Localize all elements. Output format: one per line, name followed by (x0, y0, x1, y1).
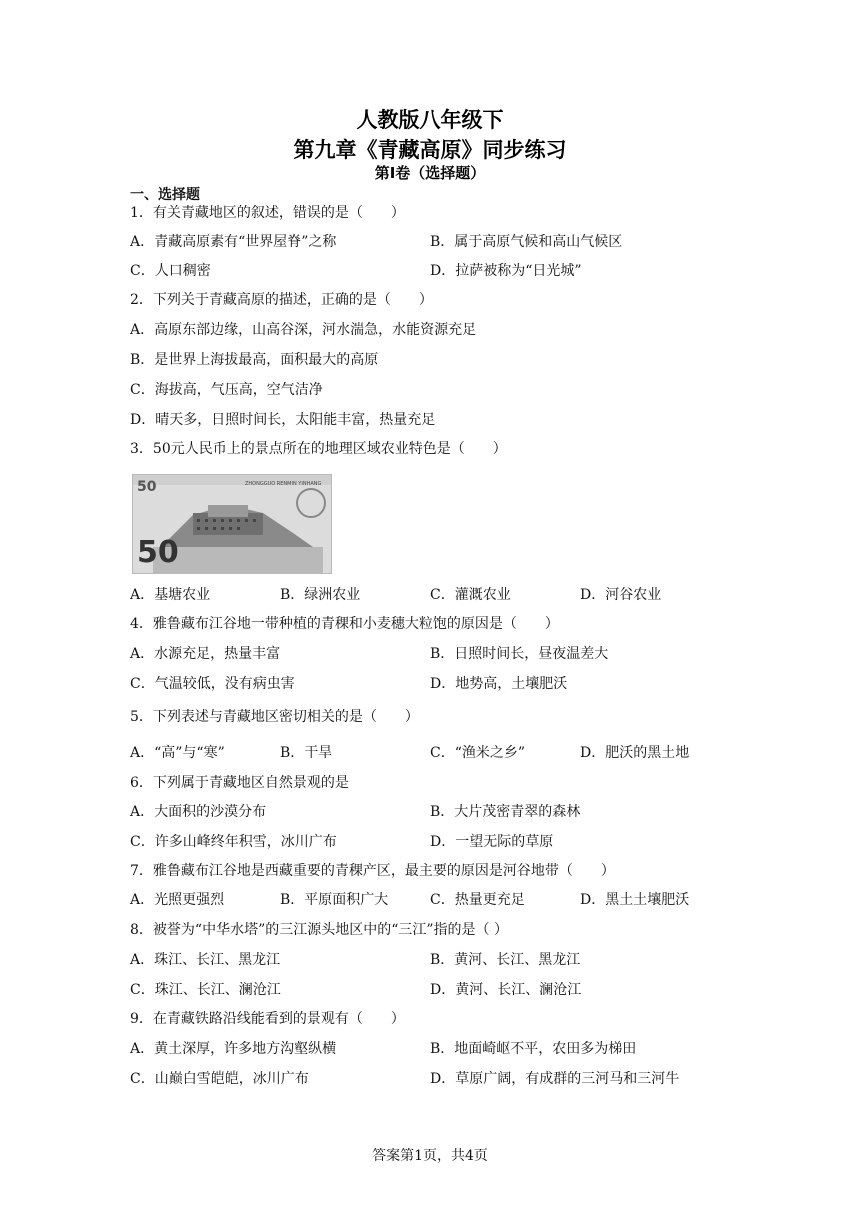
question-7-option-c: C．热量更充足 (430, 892, 525, 908)
banknote-image (132, 474, 332, 574)
question-6-option-a: A．大面积的沙漠分布 (130, 804, 267, 820)
question-8-stem: 8．被誉为“中华水塔”的三江源头地区中的“三江”指的是（ ） (130, 922, 508, 938)
question-4-option-b: B．日照时间长，昼夜温差大 (430, 646, 609, 662)
question-1-option-d: D．拉萨被称为“日光城” (430, 263, 582, 279)
question-1-stem: 1．有关青藏地区的叙述，错误的是（ ） (130, 205, 405, 221)
title-line2: 第九章《青藏高原》同步练习 (293, 138, 567, 162)
banknote-denomination-large: 50 (137, 535, 179, 570)
title-line1: 人教版八年级下 (356, 108, 504, 132)
question-4-option-a: A．水源充足，热量丰富 (130, 646, 281, 662)
question-2-option-c: C．海拔高，气压高，空气洁净 (130, 382, 323, 398)
question-8-option-c: C．珠江、长江、澜沧江 (130, 982, 281, 998)
question-2-option-d: D．晴天多，日照时间长，太阳能丰富，热量充足 (130, 412, 436, 428)
question-2-option-b: B．是世界上海拔最高，面积最大的高原 (130, 352, 379, 368)
question-6-option-c: C．许多山峰终年积雪，冰川广布 (130, 834, 337, 850)
question-5-option-a: A．“高”与“寒” (130, 745, 225, 761)
question-2-stem: 2．下列关于青藏高原的描述，正确的是（ ） (130, 292, 433, 308)
question-1-option-c: C．人口稠密 (130, 263, 211, 279)
question-9-option-b: B．地面崎岖不平，农田多为梯田 (430, 1041, 637, 1057)
question-3-option-a: A．基塘农业 (130, 587, 211, 603)
question-8-option-a: A．珠江、长江、黑龙江 (130, 952, 281, 968)
question-4-stem: 4．雅鲁藏布江谷地一带种植的青稞和小麦穗大粒饱的原因是（ ） (130, 616, 559, 632)
question-5-option-c: C．“渔米之乡” (430, 745, 526, 761)
question-9-option-c: C．山巅白雪皑皑，冰川广布 (130, 1071, 309, 1087)
question-6-option-b: B．大片茂密青翠的森林 (430, 804, 581, 820)
question-7-option-b: B．平原面积广大 (280, 892, 389, 908)
question-2-option-a: A．高原东部边缘，山高谷深，河水湍急，水能资源充足 (130, 322, 477, 338)
question-1-option-a: A．青藏高原素有“世界屋脊”之称 (130, 234, 337, 250)
banknote-caption: ZHONGGUO RENMIN YINHANG (245, 481, 322, 487)
question-4-option-d: D．地势高，土壤肥沃 (430, 676, 568, 692)
question-5-stem: 5．下列表述与青藏地区密切相关的是（ ） (130, 709, 419, 725)
question-3-stem: 3．50元人民币上的景点所在的地理区域农业特色是（ ） (130, 441, 507, 457)
question-5-option-b: B．干旱 (280, 745, 333, 761)
question-9-stem: 9．在青藏铁路沿线能看到的景观有（ ） (130, 1011, 405, 1027)
banknote-denomination-small: 50 (137, 479, 157, 495)
question-8-option-d: D．黄河、长江、澜沧江 (430, 982, 582, 998)
question-3-option-d: D．河谷农业 (580, 587, 662, 603)
question-7-option-d: D．黑土土壤肥沃 (580, 892, 690, 908)
question-1-option-b: B．属于高原气候和高山气候区 (430, 234, 623, 250)
question-4-option-c: C．气温较低，没有病虫害 (130, 676, 295, 692)
question-6-stem: 6．下列属于青藏地区自然景观的是 (130, 775, 349, 791)
question-5-option-d: D．肥沃的黑土地 (580, 745, 690, 761)
question-7-stem: 7．雅鲁藏布江谷地是西藏重要的青稞产区，最主要的原因是河谷地带（ ） (130, 863, 615, 879)
section-heading: 一、选择题 (130, 187, 200, 203)
question-8-option-b: B．黄河、长江、黑龙江 (430, 952, 581, 968)
subtitle: 第Ⅰ卷（选择题） (374, 164, 486, 182)
question-6-option-d: D．一望无际的草原 (430, 834, 554, 850)
question-3-option-b: B．绿洲农业 (280, 587, 361, 603)
question-3-option-c: C．灌溉农业 (430, 587, 511, 603)
question-9-option-a: A．黄土深厚，许多地方沟壑纵横 (130, 1041, 337, 1057)
question-9-option-d: D．草原广阔，有成群的三河马和三河牛 (430, 1071, 680, 1087)
page-footer: 答案第1页，共4页 (372, 1148, 488, 1164)
question-7-option-a: A．光照更强烈 (130, 892, 225, 908)
